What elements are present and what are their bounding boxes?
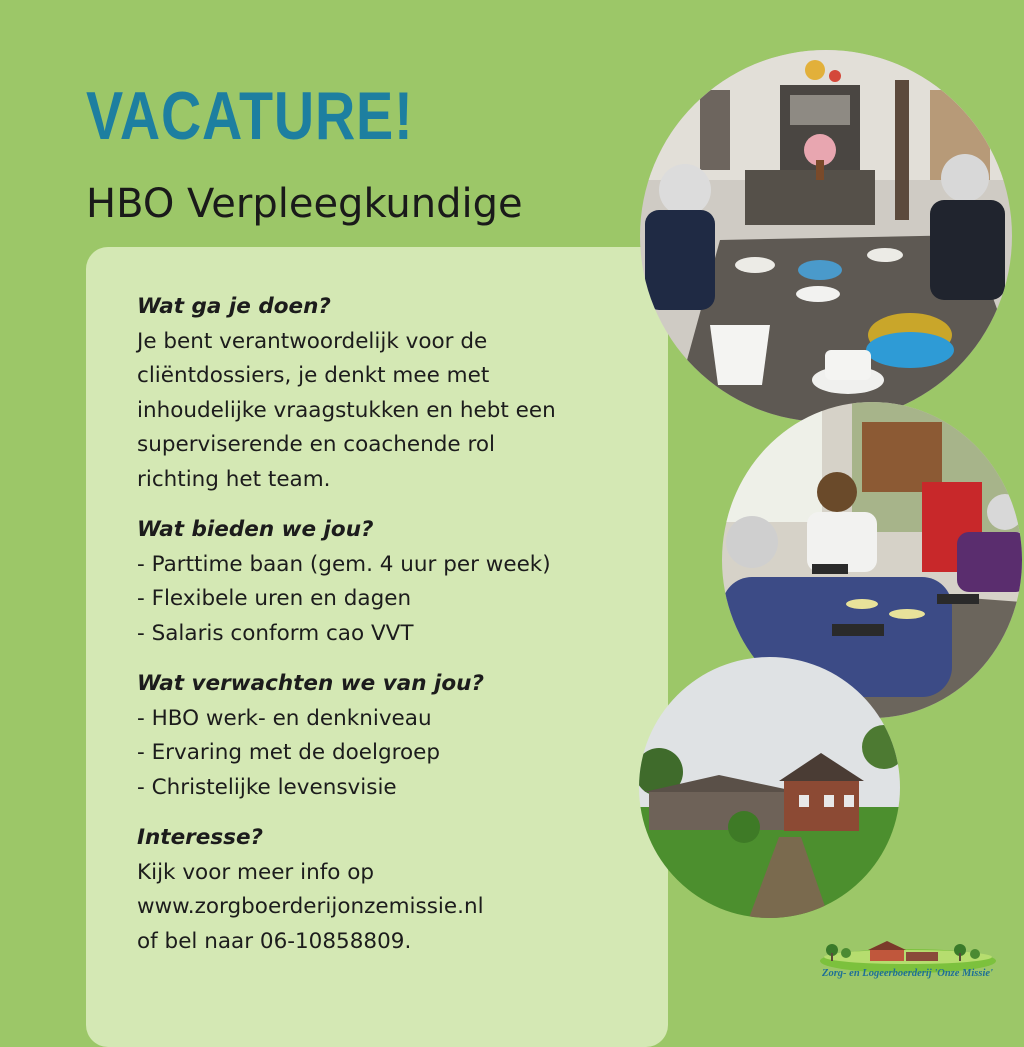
section-expect-line: - HBO werk- en denkniveau xyxy=(137,705,432,731)
vacancy-headline: VACATURE! xyxy=(86,78,414,154)
section-expect-line: - Christelijke levensvisie xyxy=(137,774,397,800)
section-tasks-line: inhoudelijke vraagstukken en hebt een xyxy=(137,397,556,423)
farm-logo-text: Zorg- en Logeerboerderij 'Onze Missie' xyxy=(822,968,993,979)
vacancy-content xyxy=(137,290,657,975)
section-tasks-title: Wat ga je doen? xyxy=(137,294,331,319)
section-offer xyxy=(137,513,657,651)
section-expect-line: - Ervaring met de doelgroep xyxy=(137,740,441,765)
section-interest xyxy=(137,821,657,959)
website-link[interactable]: www.zorgboerderijonzemissie.nl xyxy=(137,894,484,919)
section-offer-title: Wat bieden we jou? xyxy=(137,517,374,542)
section-tasks xyxy=(137,290,657,497)
section-tasks-line: superviserende en coachende rol xyxy=(137,432,495,457)
photo-farm-building xyxy=(639,657,900,918)
section-tasks-line: cliëntdossiers, je denkt mee met xyxy=(137,363,490,388)
phone-number: of bel naar 06-10858809. xyxy=(137,928,412,954)
section-tasks-line: Je bent verantwoordelijk voor de xyxy=(137,328,488,354)
job-title: HBO Verpleegkundige xyxy=(86,181,523,227)
section-offer-line: - Salaris conform cao VVT xyxy=(137,620,414,646)
section-offer-line: - Flexibele uren en dagen xyxy=(137,586,412,611)
section-expect-title: Wat verwachten we van jou? xyxy=(137,671,484,696)
section-interest-title: Interesse? xyxy=(137,825,263,850)
section-tasks-line: richting het team. xyxy=(137,466,331,492)
section-offer-line: - Parttime baan (gem. 4 uur per week) xyxy=(137,551,551,577)
section-expect xyxy=(137,667,657,805)
section-interest-line: Kijk voor meer info op xyxy=(137,859,375,885)
photo-seniors-at-table xyxy=(640,50,1012,422)
